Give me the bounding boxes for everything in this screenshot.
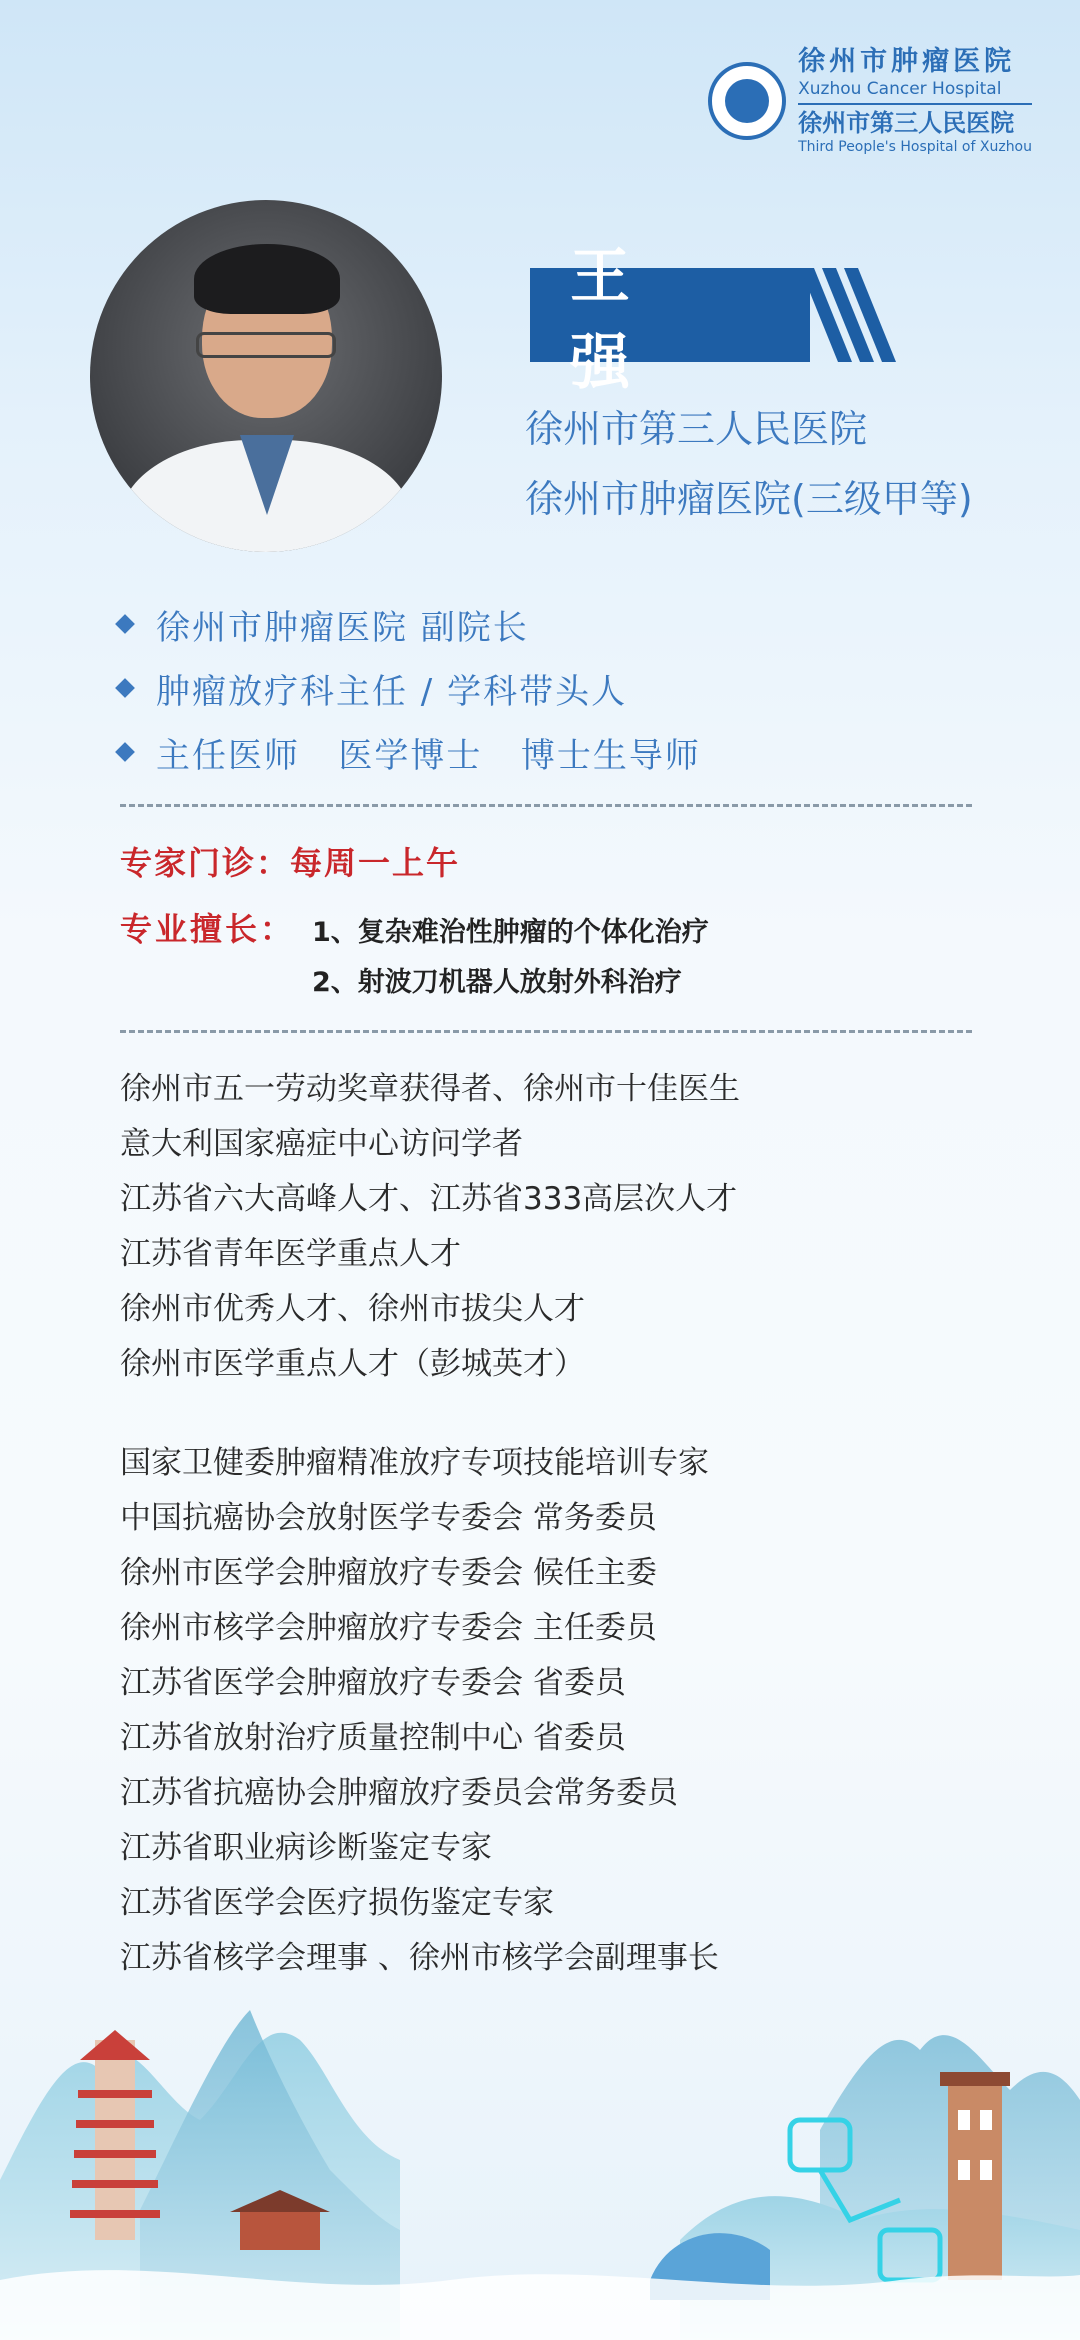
- title-list: [118, 592, 701, 784]
- diamond-bullet-icon: [115, 742, 135, 762]
- honor-item: 江苏省核学会理事 、徐州市核学会副理事长: [120, 1940, 719, 1976]
- specialty-item: 1、复杂难治性肿瘤的个体化治疗: [312, 917, 709, 948]
- logo-name-cn: 徐州市肿瘤医院: [798, 46, 1016, 77]
- honor-item: 江苏省医学会肿瘤放疗专委会 省委员: [120, 1665, 626, 1701]
- specialty-label: 专业擅长：: [120, 910, 296, 948]
- title-item: [118, 656, 701, 720]
- honor-item: 徐州市医学重点人才（彭城英才）: [120, 1346, 585, 1382]
- doctor-hospital-2: 徐州市肿瘤医院(三级甲等): [525, 477, 973, 521]
- city-landscape-illustration: [0, 1980, 1080, 2340]
- logo-name2-cn: 徐州市第三人民医院: [798, 109, 1015, 137]
- title-text: 肿瘤放疗科主任 / 学科带头人: [156, 671, 628, 712]
- logo-divider: [798, 103, 1032, 105]
- logo-name2-en: Third People's Hospital of Xuzhou: [798, 139, 1032, 155]
- diamond-bullet-icon: [115, 678, 135, 698]
- logo-text-block: [798, 46, 1032, 156]
- honor-item: 徐州市优秀人才、徐州市拔尖人才: [120, 1291, 585, 1327]
- logo-name-en: Xuzhou Cancer Hospital: [798, 79, 1002, 99]
- logo-emblem-icon: [708, 62, 786, 140]
- honor-item: 江苏省放射治疗质量控制中心 省委员: [120, 1720, 626, 1756]
- honor-item: 徐州市医学会肿瘤放疗专委会 候任主委: [120, 1555, 657, 1591]
- name-banner: [530, 242, 810, 398]
- doctor-name: 王 强: [570, 242, 688, 398]
- title-text: 主任医师 医学博士 博士生导师: [156, 735, 701, 776]
- honor-item: 国家卫健委肿瘤精准放疗专项技能培训专家: [120, 1445, 709, 1481]
- title-item: [118, 592, 701, 656]
- banner-stripes-icon: [800, 268, 900, 362]
- honor-item: 中国抗癌协会放射医学专委会 常务委员: [120, 1500, 657, 1536]
- specialty-item: 2、射波刀机器人放射外科治疗: [312, 967, 682, 998]
- honor-item: 江苏省职业病诊断鉴定专家: [120, 1830, 492, 1866]
- honor-item: 徐州市核学会肿瘤放疗专委会 主任委员: [120, 1610, 657, 1646]
- honor-item: 徐州市五一劳动奖章获得者、徐州市十佳医生: [120, 1071, 740, 1107]
- doctor-hospital-1: 徐州市第三人民医院: [525, 407, 868, 451]
- honor-item: 江苏省六大高峰人才、江苏省333高层次人才: [120, 1181, 738, 1217]
- diamond-bullet-icon: [115, 614, 135, 634]
- honor-item: 江苏省医学会医疗损伤鉴定专家: [120, 1885, 554, 1921]
- honors-list-1: [120, 1062, 740, 1392]
- doctor-portrait: [90, 200, 442, 552]
- dashed-divider: [120, 804, 972, 807]
- hospital-logo: [708, 46, 1032, 156]
- title-item: [118, 720, 701, 784]
- honors-list-2: [120, 1436, 719, 1986]
- clinic-schedule: 专家门诊：每周一上午: [120, 844, 461, 882]
- title-text: 徐州市肿瘤医院 副院长: [156, 607, 529, 648]
- honor-item: 江苏省抗癌协会肿瘤放疗委员会常务委员: [120, 1775, 678, 1811]
- honor-item: 江苏省青年医学重点人才: [120, 1236, 461, 1272]
- honor-item: 意大利国家癌症中心访问学者: [120, 1126, 523, 1162]
- dashed-divider: [120, 1030, 972, 1033]
- clock-tower-icon: [940, 2072, 1010, 2280]
